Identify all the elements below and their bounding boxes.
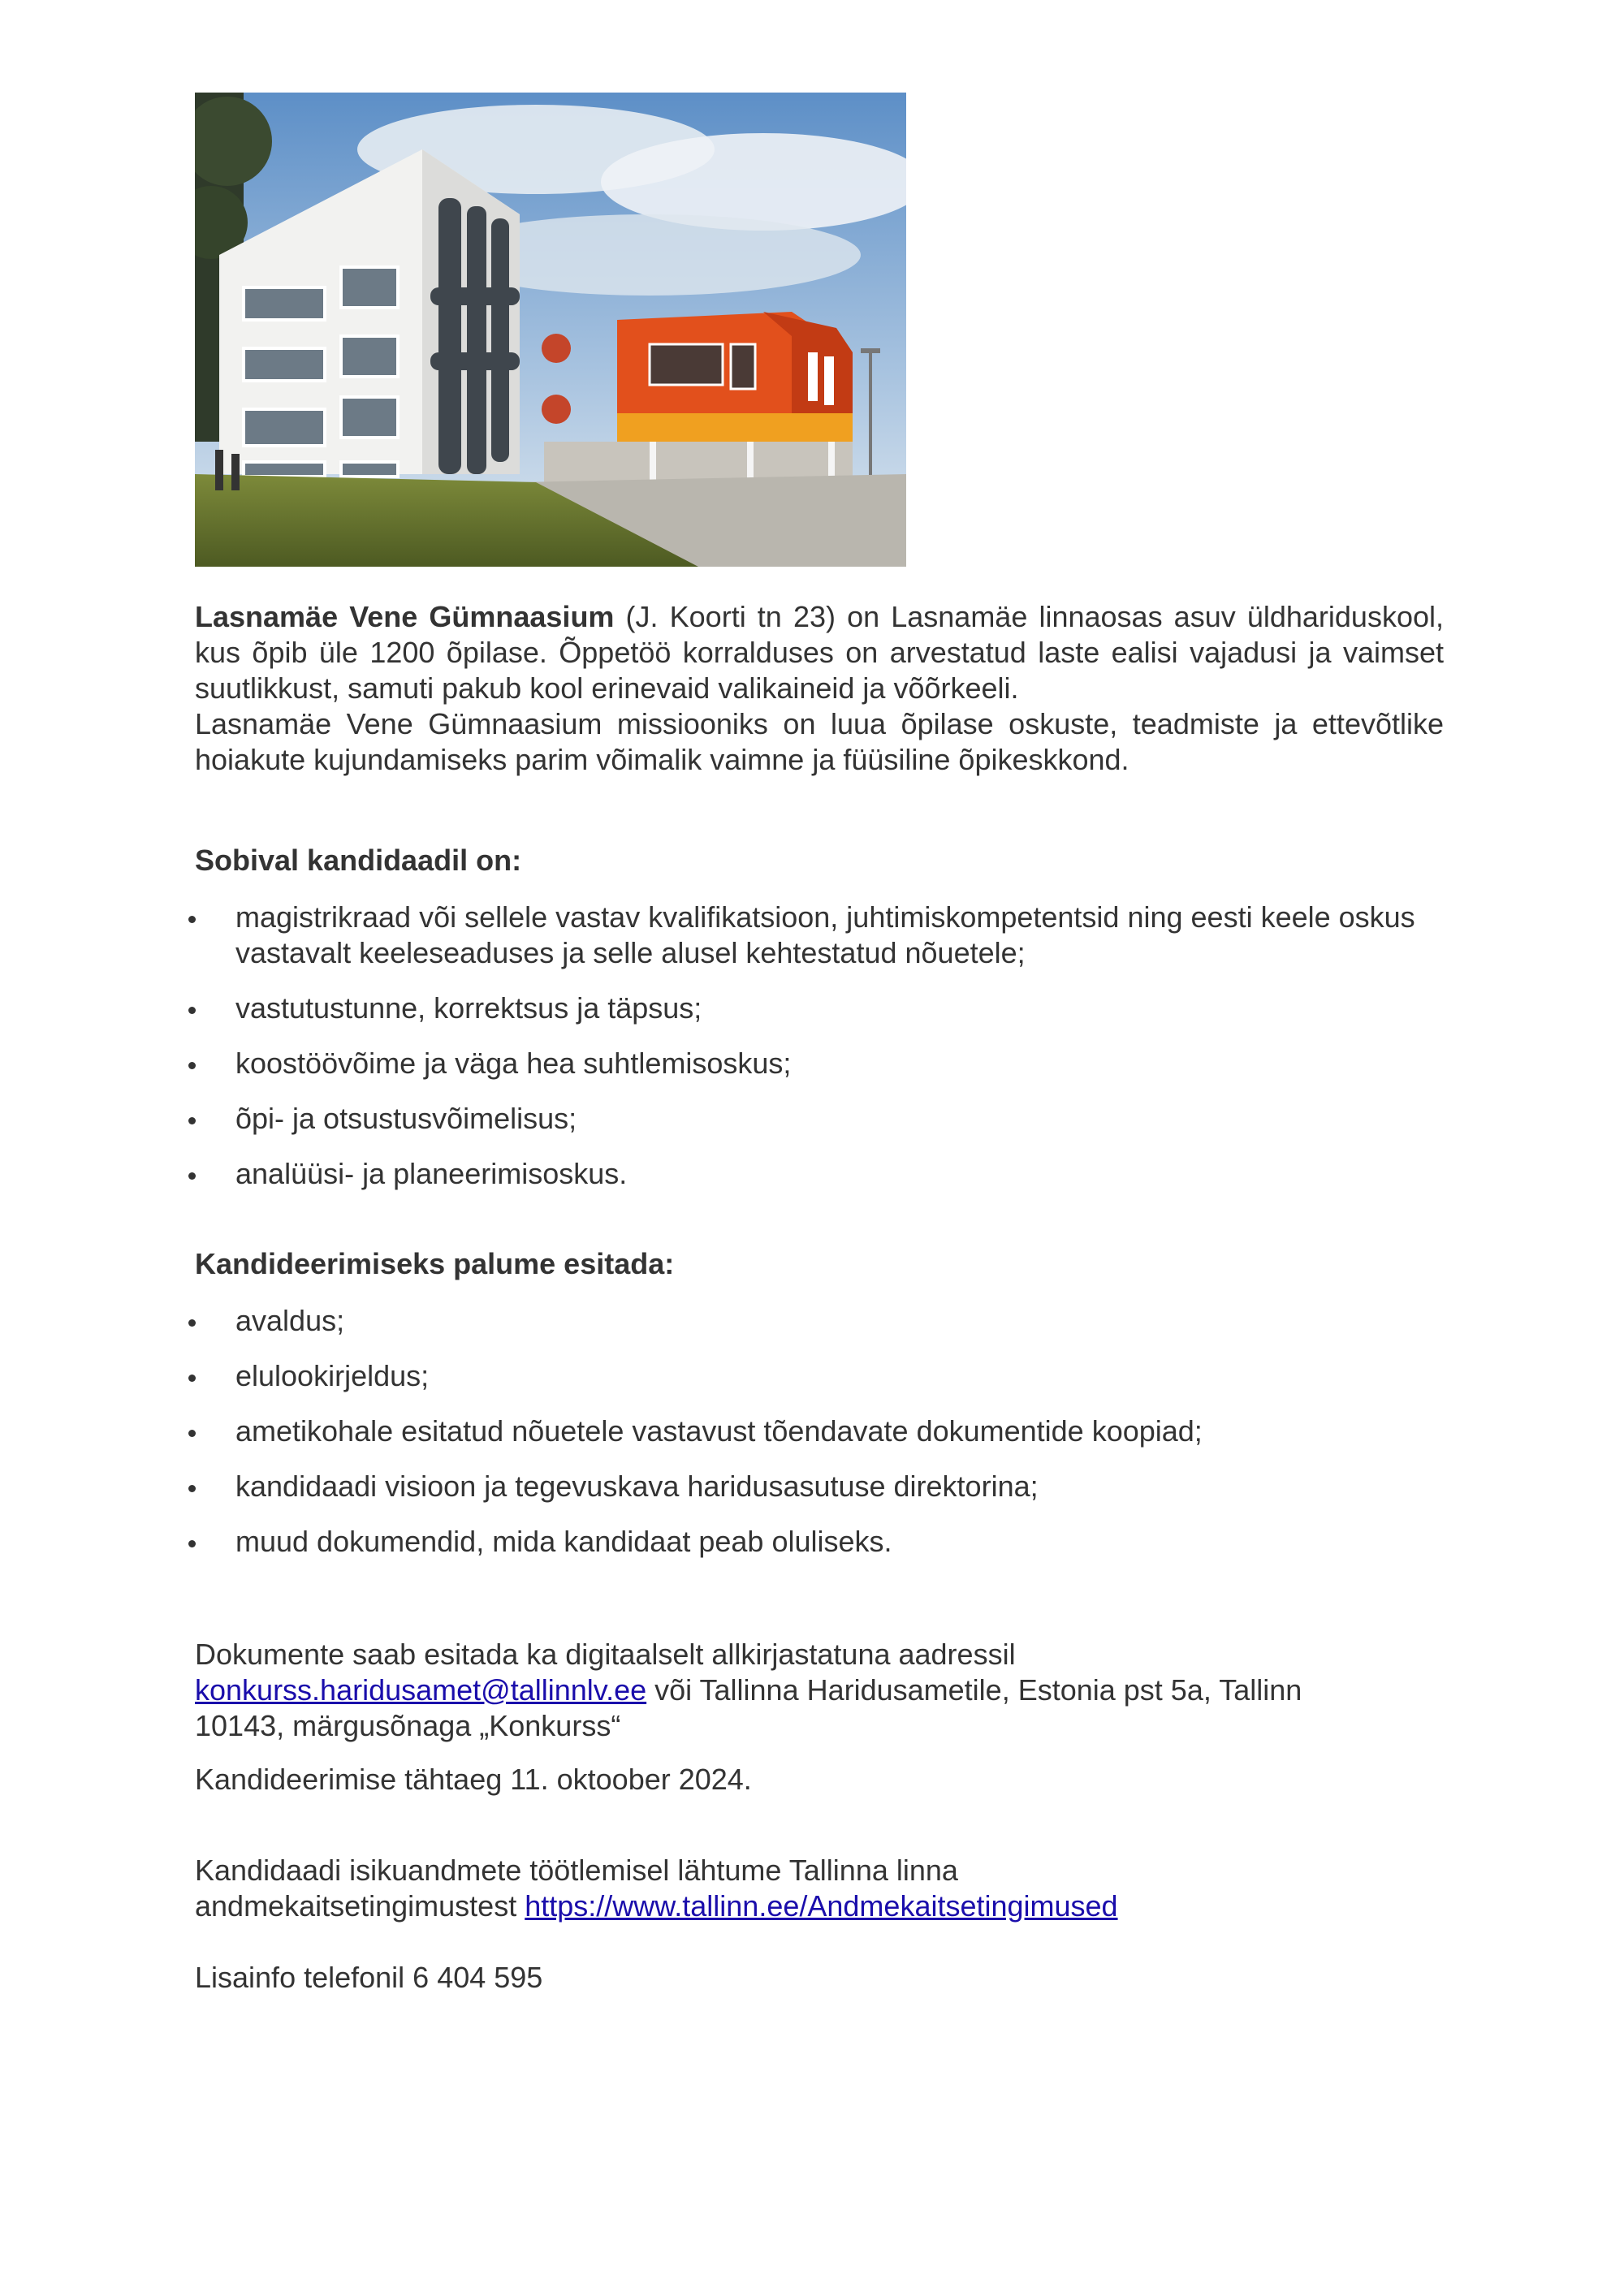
privacy-text: Kandidaadi isikuandmete töötlemisel lähtume Tallinna linna andmekaitsetingimustest xyxy=(195,1854,958,1923)
list-item: kandidaadi visioon ja tegevuskava haridusasutuse direktorina; xyxy=(195,1469,1444,1504)
documents-heading: Kandideerimiseks palume esitada: xyxy=(195,1247,675,1280)
intro-section xyxy=(195,599,1444,778)
list-item: avaldus; xyxy=(195,1303,1444,1339)
deadline-text: Kandideerimise tähtaeg 11. oktoober 2024. xyxy=(195,1763,752,1796)
list-item: ametikohale esitatud nõuetele vastavust tõendavate dokumentide koopiad; xyxy=(195,1413,1444,1449)
intro-paragraph-1 xyxy=(195,599,1444,706)
documents-list xyxy=(195,1303,1444,1579)
intro-paragraph-1-text: (J. Koorti tn 23) on Lasnamäe linnaosas asuv üldhariduskool, kus õpib üle 1200 õpilase. Õppetöö korralduses on arvestatud laste ealisi vajadusi ja vaimset suutlikkust, samuti pakub kool erinevaid valikaineid ja võõrkeeli. xyxy=(195,600,1444,705)
privacy-paragraph xyxy=(195,1853,1250,1924)
list-item: muud dokumendid, mida kandidaat peab oluliseks. xyxy=(195,1524,1444,1560)
list-item: analüüsi- ja planeerimisoskus. xyxy=(195,1156,1444,1192)
list-item: elulookirjeldus; xyxy=(195,1358,1444,1394)
email-link[interactable]: konkurss.haridusamet@tallinnlv.ee xyxy=(195,1673,647,1707)
contact-phone: Lisainfo telefonil 6 404 595 xyxy=(195,1961,543,1994)
requirements-list xyxy=(195,900,1444,1211)
list-item: magistrikraad või sellele vastav kvalifikatsioon, juhtimiskompetentsid ning eesti keele oskus vastavalt keeleseaduses ja selle alusel kehtestatud nõuetele; xyxy=(195,900,1444,971)
school-building-photo xyxy=(195,93,906,567)
list-item: vastutustunne, korrektsus ja täpsus; xyxy=(195,990,1444,1026)
intro-paragraph-2: Lasnamäe Vene Gümnaasium missiooniks on luua õpilase oskuste, teadmiste ja ettevõtlike hoiakute kujundamiseks parim võimalik vaimne ja füüsiline õpikeskkond. xyxy=(195,707,1444,776)
submission-text: Dokumente saab esitada ka digitaalselt allkirjastatuna aadressil xyxy=(195,1638,1016,1671)
school-name: Lasnamäe Vene Gümnaasium xyxy=(195,600,615,633)
privacy-link[interactable]: https://www.tallinn.ee/Andmekaitsetingimused xyxy=(525,1889,1118,1923)
submission-paragraph xyxy=(195,1637,1364,1744)
list-item: õpi- ja otsustusvõimelisus; xyxy=(195,1101,1444,1137)
requirements-heading: Sobival kandidaadil on: xyxy=(195,844,522,877)
list-item: koostöövõime ja väga hea suhtlemisoskus; xyxy=(195,1046,1444,1081)
submission-text-after: või Tallinna Haridusametile, Estonia pst 5a, Tallinn 10143, märgusõnaga „Konkurss“ xyxy=(195,1673,1302,1742)
